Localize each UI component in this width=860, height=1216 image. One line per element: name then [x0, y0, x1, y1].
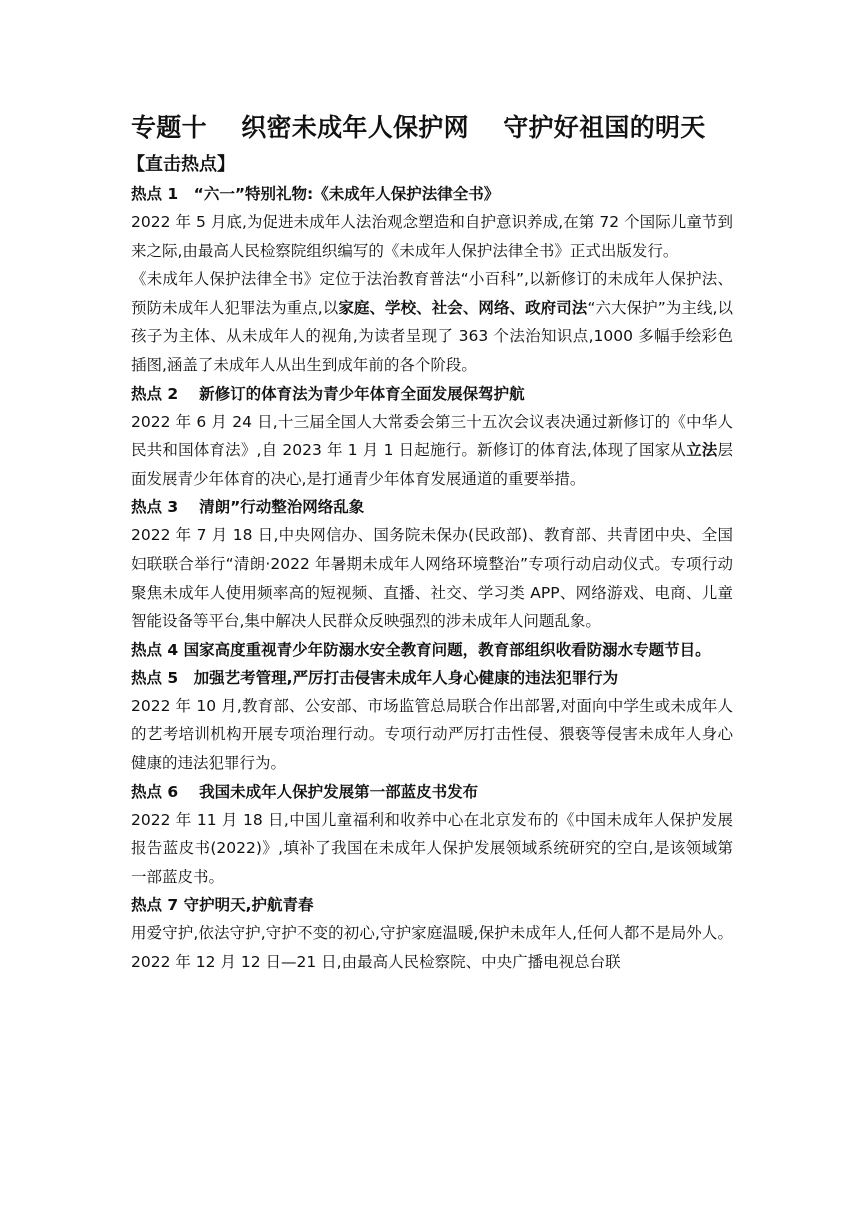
hotspot-paragraph — [131, 208, 733, 265]
paragraph-text: 2022 年 11 月 18 日,中国儿童福利和收养中心在北京发布的《中国未成年人保护发展报告蓝皮书(2022)》,填补了我国在未成年人保护发展领域系统研究的空白,是该领域第一部蓝皮书。 — [131, 810, 733, 886]
hotspot-paragraph — [131, 408, 733, 494]
hotspot-paragraph — [131, 521, 733, 635]
hotspot-paragraph — [131, 265, 733, 379]
hotspot-paragraph — [131, 692, 733, 778]
emphasis-text: 立法 — [686, 441, 718, 460]
hotspot-heading: 热点 2 新修订的体育法为青少年体育全面发展保驾护航 — [131, 384, 525, 403]
page-title: 专题十 织密未成年人保护网 守护好祖国的明天 — [131, 113, 706, 142]
paragraph-text: 2022 年 6 月 24 日,十三届全国人大常委会第三十五次会议表决通过新修订的《中华人民共和国体育法》,自 2023 年 1 月 1 日起施行。新修订的体育法,体现了国家从 — [131, 412, 733, 460]
hotspot-heading: 热点 5 加强艺考管理,严厉打击侵害未成年人身心健康的违法犯罪行为 — [131, 668, 619, 687]
paragraph-text: 用爱守护,依法守护,守护不变的初心,守护家庭温暖,保护未成年人,任何人都不是局外人。2022 年 12 月 12 日—21 日,由最高人民检察院、中央广播电视总台联 — [131, 924, 733, 971]
hotspot-heading: 热点 3 清朗”行动整治网络乱象 — [131, 498, 365, 517]
hotspot-paragraph — [131, 919, 733, 976]
hotspot-paragraph — [131, 806, 733, 892]
paragraph-text: 层面发展青少年体育的决心,是打通青少年体育发展通道的重要举措。 — [131, 441, 733, 488]
paragraph-text: 2022 年 10 月,教育部、公安部、市场监管总局联合作出部署,对面向中学生或未成年人的艺考培训机构开展专项治理行动。专项行动严厉打击性侵、猥亵等侵害未成年人身心健康的违法犯罪行为。 — [131, 696, 733, 772]
paragraph-text: 2022 年 5 月底,为促进未成年人法治观念塑造和自护意识养成,在第 72 个国际儿童节到来之际,由最高人民检察院组织编写的《未成年人保护法律全书》正式出版发行。 — [131, 213, 733, 260]
emphasis-text: 家庭、学校、社会、网络、政府司法 — [338, 298, 588, 317]
hotspot-heading: 热点 6 我国未成年人保护发展第一部蓝皮书发布 — [131, 782, 479, 801]
hotspot-heading: 热点 7 守护明天,护航青春 — [131, 896, 314, 915]
hotspot-heading: 热点 1 “六一”特别礼物:《未成年人保护法律全书》 — [131, 185, 500, 203]
section-heading: 【直击热点】 — [127, 154, 235, 175]
hotspot-list — [131, 180, 733, 976]
paragraph-text: 2022 年 7 月 18 日,中央网信办、国务院未保办(民政部)、教育部、共青团中央、全国妇联联合举行“清朗·2022 年暑期未成年人网络环境整治”专项行动启动仪式。专项行动聚焦未成年人使用频率高的短视频、直播、社交、学习类 APP、网络游戏、电商、儿童智能设备等平台,集中解决人民群众反映强烈的涉未成年人问题乱象。 — [131, 526, 733, 631]
paragraph-text: “六大保护”为主线,以孩子为主体、从未成年人的视角,为读者呈现了 363 个法治知识点,1000 多幅手绘彩色插图,涵盖了未成年人从出生到成年前的各个阶段。 — [131, 298, 733, 374]
document-page — [127, 108, 733, 976]
paragraph-text: 《未成年人保护法律全书》定位于法治教育普法“小百科”,以新修订的未成年人保护法、预防未成年人犯罪法为重点,以 — [131, 270, 733, 317]
hotspot-heading: 热点 4 国家高度重视青少年防溺水安全教育问题，教育部组织收看防溺水专题节目。 — [131, 640, 711, 659]
